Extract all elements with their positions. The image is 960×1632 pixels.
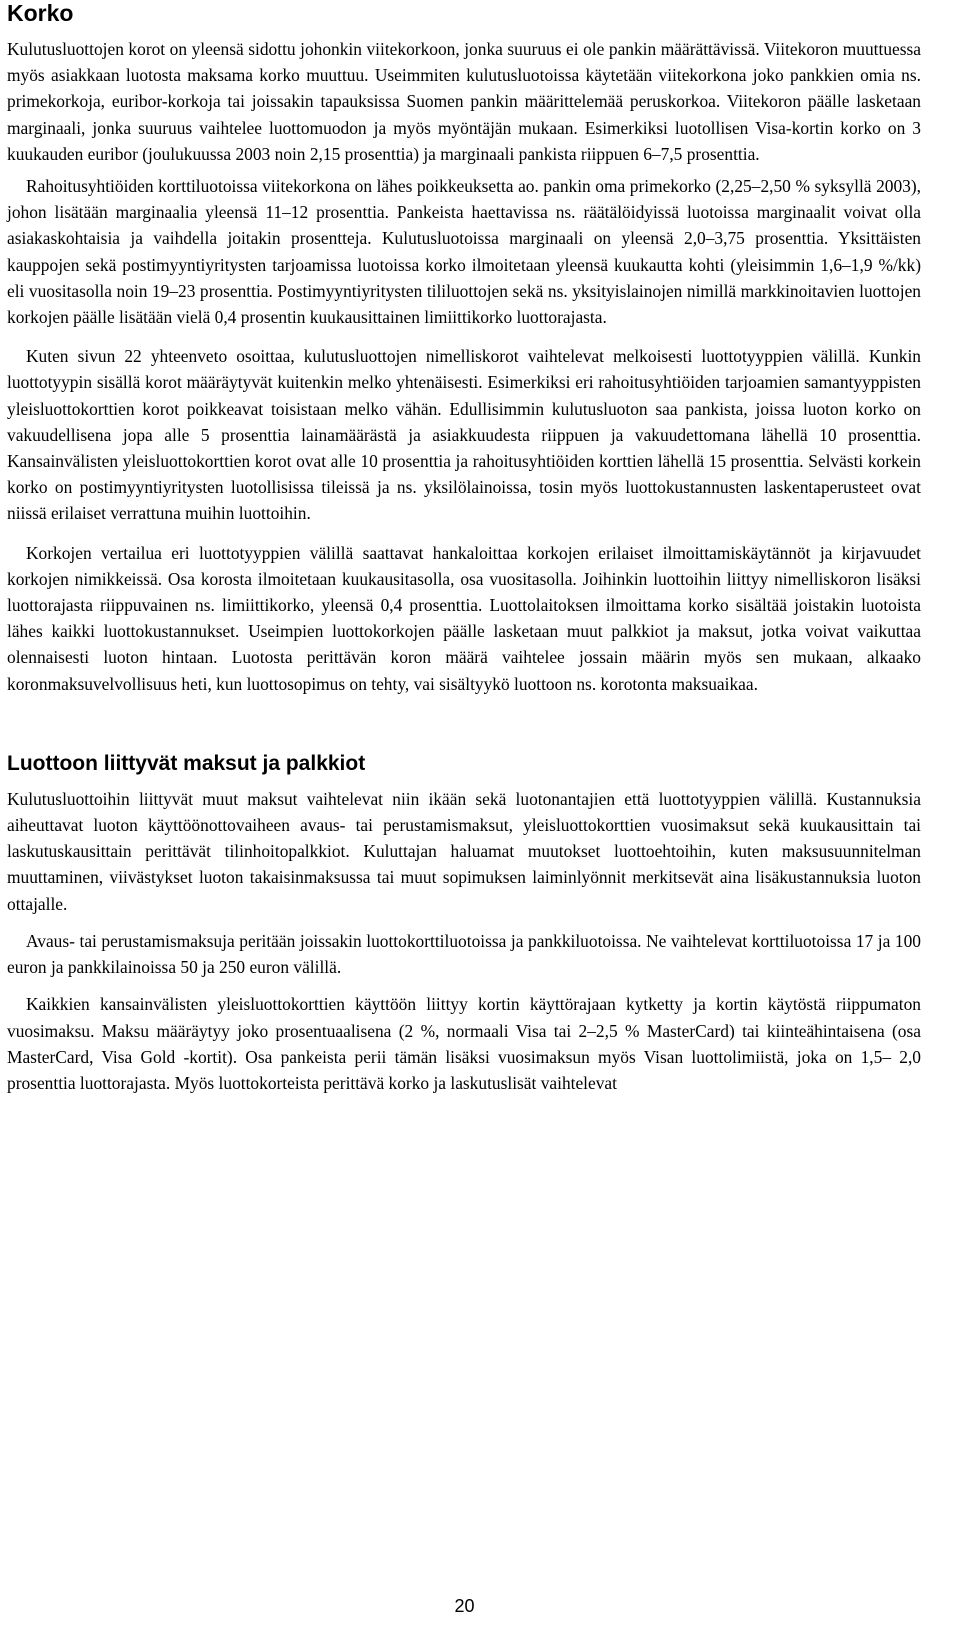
section-title-maksut: Luottoon liittyvät maksut ja palkkiot xyxy=(7,751,366,775)
paragraph-korko-4: Korkojen vertailua eri luottotyyppien välillä saattavat hankaloittaa korkojen erilaiset ilmoittamiskäytännöt ja kirjavuudet korkojen nimikkeissä. Osa korosta ilmoitetaan kuukausitasolla, osa vuositasolla. Joihinkin luottoihin liittyy nimelliskoron lisäksi luottorajasta riippuvainen ns. limiittikorko, yleensä 0,4 prosenttia. Luottolaitoksen ilmoittama korko sisältää joistakin luotoista lähes kaikki luottokustannukset. Useimpien luottokorkojen päälle lasketaan muut palkkiot ja maksut, jotka voivat vaikuttaa olennaisesti luoton hintaan. Luotosta perittävän koron määrä vaihtelee jossain määrin myös sen mukaan, alkaako koronmaksuvelvollisuus heti, kun luottosopimus on tehty, vai sisältyykö luottoon ns. korotonta maksuaikaa. xyxy=(7,542,921,694)
paragraph-korko-1: Kulutusluottojen korot on yleensä sidottu johonkin viitekorkoon, jonka suuruus ei ole pankin määrättävissä. Viitekoron muuttuessa myös asiakkaan luotosta maksama korko muuttuu. Useimmiten kulutusluotoissa käytetään viitekorkona joko pankkien omia ns. primekorkoja, euribor-korkoja tai joissakin tapauksissa Suomen pankin määrittelemää peruskorkoa. Viitekoron päälle lasketaan marginaali, jonka suuruus vaihtelee luottomuodon ja myös myöntäjän mukaan. Esimerkiksi luotollisen Visa-kortin korko on 3 kuukauden euribor (joulukuussa 2003 noin 2,15 prosenttia) ja marginaali pankista riippuen 6–7,5 prosenttia. xyxy=(7,39,921,164)
section-spacer xyxy=(7,697,921,750)
document-page xyxy=(7,0,921,1096)
paragraph-korko-2: Rahoitusyhtiöiden korttiluotoissa viitekorkona on lähes poikkeuksetta ao. pankin oma primekorko (2,25–2,50 % syksyllä 2003), johon lisätään marginaalia yleensä 11–12 prosenttia. Pankeista haettavissa ns. räätälöidyissä luotoissa marginaalit voivat olla asiakaskohtaisia ja vaihdella joitakin prosentteja. Kulutusluotoissa marginaali on yleensä 2,0–3,75 prosenttia. Yksittäisten kauppojen sekä postimyyntiyritysten tarjoamissa luotoissa korko ilmoitetaan yleensä kuukautta kohti (yleisimmin 1,6–1,9 %/kk) eli vuositasolla noin 19–23 prosenttia. Postimyyntiyritysten tililuottojen sekä ns. yksityislainojen nimillä markkinoitavien luottojen korkojen päälle lisätään vielä 0,4 prosentin kuukausittainen limiittikorko luottorajasta. xyxy=(7,176,921,328)
page-number: 20 xyxy=(454,1596,475,1616)
paragraph-korko-3: Kuten sivun 22 yhteenveto osoittaa, kulutusluottojen nimelliskorot vaihtelevat melkoisesti luottotyyppien välillä. Kunkin luottotyypin sisällä korot määräytyvät kuitenkin melko yhtenäisesti. Esimerkiksi eri rahoitusyhtiöiden tarjoamien samantyyppisten yleisluottokorttien korot poikkeavat toisistaan melko vähän. Edullisimmin kulutusluoton saa pankista, joissa luoton korko on vakuudellisena jopa alle 5 prosenttia lainamäärästä ja asiakkuudesta riippuen ja vakuudettomana lähellä 10 prosenttia. Kansainvälisten yleisluottokorttien korot ovat alle 10 prosenttia ja rahoitusyhtiöiden korttien lähellä 15 prosenttia. Selvästi korkein korko on postimyyntiyritysten luotollisissa tileissä ja ns. yksilölainoissa, tosin myös luottokustannusten laskentaperusteet ovat niissä erilaiset verrattuna muihin luottoihin. xyxy=(7,346,921,524)
paragraph-maksut-1: Kulutusluottoihin liittyvät muut maksut vaihtelevat niin ikään sekä luotonantajien että luottotyyppien välillä. Kustannuksia aiheuttavat luoton käyttöönottovaiheen avaus- tai perustamismaksut, yleisluottokorttien vuosimaksut sekä kuukausittain tai laskutuskausittain perittävät tilinhoitopalkkiot. Kuluttajan haluamat muutokset luottoehtoihin, kuten maksusuunnitelman muuttaminen, viivästykset luoton takaisinmaksussa tai muut sopimuksen laiminlyönnit merkitsevät aina lisäkustannuksia luoton ottajalle. xyxy=(7,788,921,914)
paragraph-maksut-3: Kaikkien kansainvälisten yleisluottokorttien käyttöön liittyy kortin käyttörajaan kytketty ja kortin käytöstä riippumaton vuosimaksu. Maksu määräytyy joko prosentuaalisena (2 %, normaali Visa tai 2–2,5 % MasterCard) tai kiinteähintaisena (osa MasterCard, Visa Gold -kortit). Osa pankeista perii tämän lisäksi vuosimaksun myös Visan luottolimiistä, joka on 1,5– 2,0 prosenttia luottorajasta. Myös luottokorteista perittävä korko ja laskutuslisät vaihtelevat xyxy=(7,994,921,1093)
section-title-korko: Korko xyxy=(7,0,74,26)
paragraph-maksut-2: Avaus- tai perustamismaksuja peritään joissakin luottokorttiluotoissa ja pankkiluotoissa. Ne vaihtelevat korttiluotoissa 17 ja 100 euron ja pankkilainoissa 50 ja 250 euron välillä. xyxy=(7,930,921,978)
